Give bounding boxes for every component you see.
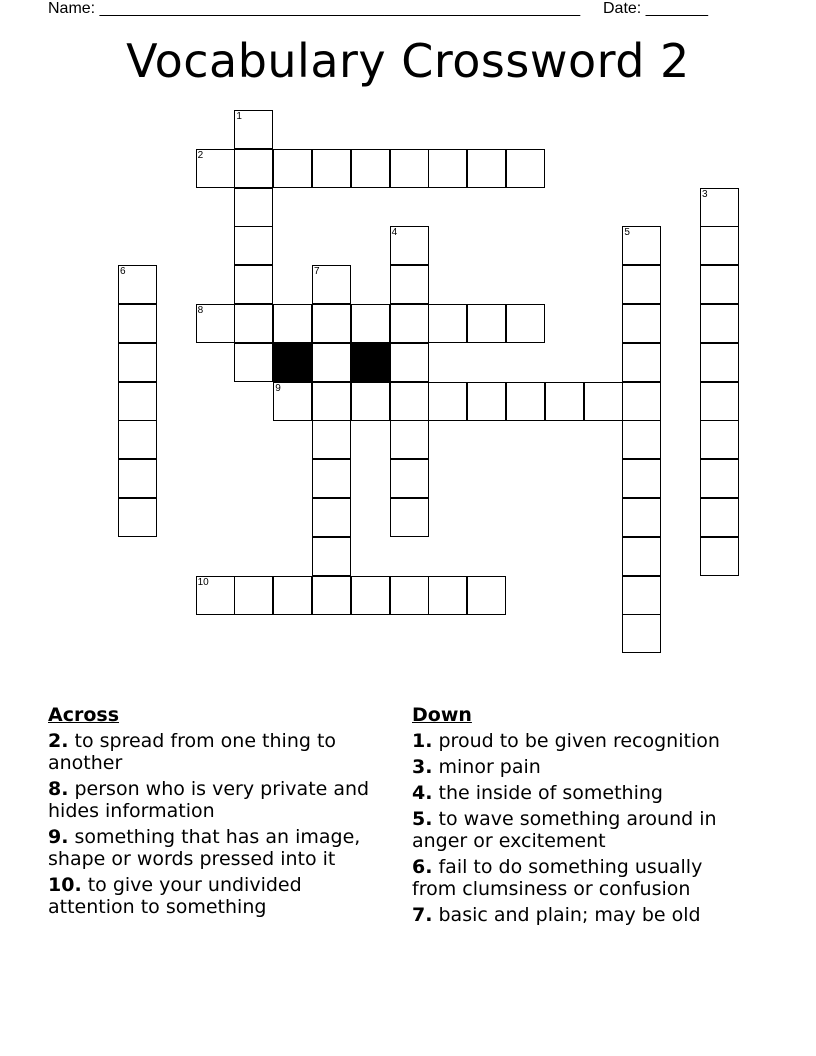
grid-cell[interactable] [622, 498, 661, 537]
clue-number-label: 2. [48, 730, 69, 752]
grid-cell[interactable] [467, 149, 506, 188]
grid-cell[interactable] [390, 343, 429, 382]
grid-cell[interactable] [273, 149, 312, 188]
black-square [351, 343, 390, 382]
clue-text: basic and plain; may be old [432, 904, 701, 926]
grid-cell[interactable] [467, 382, 506, 421]
down-heading: Down [412, 704, 472, 726]
down-clue [412, 756, 752, 778]
grid-cell[interactable] [390, 304, 429, 343]
across-clues [48, 704, 378, 922]
grid-cell[interactable] [312, 265, 351, 304]
grid-cell[interactable] [428, 576, 467, 615]
clue-text: the inside of something [432, 782, 663, 804]
grid-cell[interactable] [622, 537, 661, 576]
grid-cell[interactable] [584, 382, 623, 421]
grid-cell[interactable] [234, 576, 273, 615]
grid-cell[interactable] [118, 343, 157, 382]
grid-cell[interactable] [312, 149, 351, 188]
down-clue [412, 782, 752, 804]
grid-cell[interactable] [622, 382, 661, 421]
clue-number: 9 [275, 382, 281, 394]
across-clue [48, 826, 378, 870]
grid-cell[interactable] [506, 304, 545, 343]
grid-cell[interactable] [312, 537, 351, 576]
grid-cell[interactable] [351, 149, 390, 188]
grid-cell[interactable] [700, 420, 739, 459]
grid-cell[interactable] [273, 576, 312, 615]
black-square [273, 343, 312, 382]
grid-cell[interactable] [622, 304, 661, 343]
grid-cell[interactable] [622, 420, 661, 459]
grid-cell[interactable] [700, 537, 739, 576]
down-clue [412, 856, 752, 900]
grid-cell[interactable] [700, 343, 739, 382]
clue-text: proud to be given recognition [432, 730, 720, 752]
grid-cell[interactable] [700, 265, 739, 304]
grid-cell[interactable] [234, 265, 273, 304]
grid-cell[interactable] [506, 149, 545, 188]
across-clue [48, 778, 378, 822]
grid-cell[interactable] [622, 614, 661, 653]
clue-number: 1 [236, 111, 242, 122]
clue-text: fail to do something usually from clumsiness or confusion [412, 856, 703, 900]
clue-number: 10 [197, 576, 209, 588]
grid-cell[interactable] [312, 382, 351, 421]
grid-cell[interactable] [118, 304, 157, 343]
clue-text: person who is very private and hides information [48, 778, 370, 822]
down-clue [412, 808, 752, 852]
grid-cell[interactable] [700, 459, 739, 498]
across-heading: Across [48, 704, 120, 726]
clue-number-label: 3. [412, 756, 433, 778]
grid-cell[interactable] [196, 304, 235, 343]
clue-number-label: 7. [412, 904, 433, 926]
clue-number-label: 1. [412, 730, 433, 752]
grid-cell[interactable] [390, 226, 429, 265]
grid-cell[interactable] [312, 498, 351, 537]
grid-cell[interactable] [118, 420, 157, 459]
grid-cell[interactable] [234, 110, 273, 149]
grid-cell[interactable] [351, 576, 390, 615]
grid-cell[interactable] [234, 343, 273, 382]
grid-cell[interactable] [351, 382, 390, 421]
clue-number: 6 [120, 266, 126, 278]
date-label: Date: [603, 0, 642, 17]
grid-cell[interactable] [234, 226, 273, 265]
grid-cell[interactable] [390, 382, 429, 421]
grid-cell[interactable] [428, 304, 467, 343]
grid-cell[interactable] [506, 382, 545, 421]
clue-number-label: 8. [48, 778, 69, 800]
grid-cell[interactable] [700, 304, 739, 343]
clue-number: 5 [624, 227, 630, 239]
clue-text: to spread from one thing to another [48, 730, 337, 774]
clue-number: 3 [702, 188, 708, 200]
clue-text: to give your undivided attention to something [48, 874, 302, 918]
clue-number-label: 5. [412, 808, 433, 830]
grid-cell[interactable] [390, 459, 429, 498]
grid-cell[interactable] [273, 304, 312, 343]
clue-number: 8 [197, 305, 204, 316]
grid-cell[interactable] [234, 304, 273, 343]
clue-number-label: 9. [48, 826, 69, 848]
grid-cell[interactable] [312, 343, 351, 382]
grid-cell[interactable] [312, 459, 351, 498]
grid-cell[interactable] [700, 498, 739, 537]
down-clue [412, 730, 752, 752]
grid-cell[interactable] [234, 188, 273, 227]
page-title: Vocabulary Crossword 2 [126, 34, 690, 88]
grid-cell[interactable] [545, 382, 584, 421]
grid-cell[interactable] [390, 265, 429, 304]
grid-cell[interactable] [428, 382, 467, 421]
grid-cell[interactable] [196, 576, 235, 615]
grid-cell[interactable] [118, 459, 157, 498]
clue-number-label: 10. [48, 874, 82, 896]
clue-number-label: 4. [412, 782, 433, 804]
grid-cell[interactable] [622, 343, 661, 382]
across-clue [48, 874, 378, 918]
grid-cell[interactable] [700, 226, 739, 265]
grid-cell[interactable] [428, 149, 467, 188]
clue-number: 4 [391, 227, 398, 239]
clue-text: minor pain [432, 756, 541, 778]
grid-cell[interactable] [467, 304, 506, 343]
clue-number: 2 [197, 149, 204, 161]
grid-cell[interactable] [700, 382, 739, 421]
down-clues [412, 704, 752, 930]
clue-number: 7 [314, 266, 320, 278]
name-label: Name: [48, 0, 96, 17]
grid-cell[interactable] [622, 576, 661, 615]
grid-cell[interactable] [467, 576, 506, 615]
grid-cell[interactable] [196, 149, 235, 188]
grid-cell[interactable] [234, 149, 273, 188]
grid-cell[interactable] [118, 265, 157, 304]
grid-cell[interactable] [390, 420, 429, 459]
grid-cell[interactable] [312, 304, 351, 343]
grid-cell[interactable] [312, 420, 351, 459]
grid-cell[interactable] [622, 459, 661, 498]
grid-cell[interactable] [351, 304, 390, 343]
grid-cell[interactable] [273, 382, 312, 421]
grid-cell[interactable] [390, 149, 429, 188]
clue-number-label: 6. [412, 856, 433, 878]
name-blank: ______________________________________________________ [99, 0, 581, 17]
grid-cell[interactable] [118, 382, 157, 421]
clue-text: to wave something around in anger or excitement [412, 808, 717, 852]
grid-cell[interactable] [390, 498, 429, 537]
grid-cell[interactable] [390, 576, 429, 615]
down-clue [412, 904, 752, 926]
grid-cell[interactable] [312, 576, 351, 615]
across-clue [48, 730, 378, 774]
grid-cell[interactable] [622, 226, 661, 265]
grid-cell[interactable] [622, 265, 661, 304]
clue-text: something that has an image, shape or words pressed into it [48, 826, 361, 870]
grid-cell[interactable] [118, 498, 157, 537]
date-blank: _______ [645, 0, 708, 17]
grid-cell[interactable] [700, 188, 739, 227]
